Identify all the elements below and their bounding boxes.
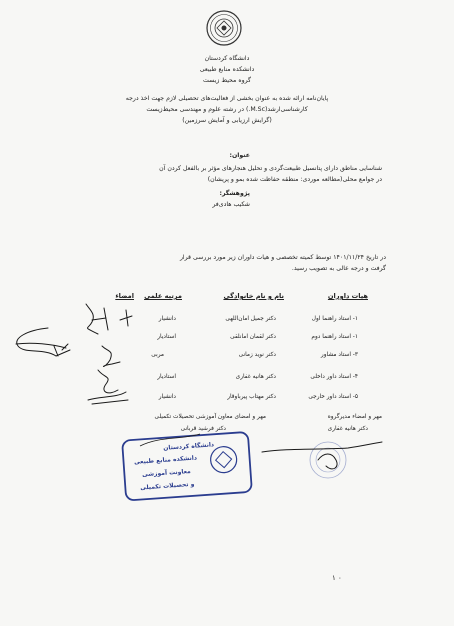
row-3-name: دکتر نوید زمانی bbox=[238, 352, 276, 358]
row-3-rank: مربی bbox=[151, 352, 164, 358]
row-4-name: دکتر هانیه غفاری bbox=[235, 374, 276, 380]
dept-head-name: دکتر هانیه غفاری bbox=[327, 426, 368, 432]
approval-line-2: گرفت و درجه عالی به تصویب رسید. bbox=[291, 265, 386, 272]
header-rank: مرتبه علمی bbox=[144, 292, 182, 300]
header-role: هیات داوران bbox=[327, 292, 368, 300]
row-5-role: ۵- استاد داور خارجی bbox=[308, 394, 358, 400]
faculty-name: دانشکده منابع طبیعی bbox=[199, 66, 255, 73]
intro-line-1: پایان‌نامه ارائه شده به عنوان بخشی از فعالیت‌های تحصیلی لازم جهت اخذ درجه bbox=[125, 95, 329, 102]
row-4-rank: استادیار bbox=[157, 374, 176, 380]
signature-scribbles bbox=[8, 300, 138, 420]
approval-line-1: در تاریخ ۱۴۰۱/۱۱/۲۴ توسط کمیته تخصصی و هیات داوران زیر مورد بررسی قرار bbox=[179, 254, 386, 261]
row-1-role: ۱- استاد راهنما اول bbox=[311, 316, 358, 322]
stamp-line-4: و تحصیلات تکمیلی bbox=[140, 480, 195, 492]
stamp-line-3: معاونت آموزشی bbox=[141, 467, 192, 479]
university-logo bbox=[206, 10, 242, 46]
row-1-rank: دانشیار bbox=[158, 316, 176, 322]
row-2-rank: استادیار bbox=[157, 334, 176, 340]
deputy-name: دکتر فرشید قربانی bbox=[180, 426, 226, 432]
title-line-2: در جوامع محلی(مطالعه موردی: منطقه حفاظت شده بمو و پریشان) bbox=[207, 176, 382, 183]
row-5-rank: دانشیار bbox=[158, 394, 176, 400]
intro-line-2: کارشناسی‌ارشد(M.Sc.) در رشته علوم و مهندسی محیط‌زیست bbox=[146, 106, 308, 113]
university-name: دانشگاه کردستان bbox=[204, 55, 250, 62]
dept-head-signature bbox=[258, 430, 388, 490]
deputy-label: مهر و امضای معاون آموزشی تحصیلات تکمیلی bbox=[154, 414, 266, 420]
header-signature: امضاء bbox=[115, 292, 134, 300]
row-1-name: دکتر جمیل امان‌اللهی bbox=[225, 316, 276, 322]
researcher-name: شکیب هادی‌فر bbox=[212, 201, 250, 208]
title-line-1: شناسایی مناطق دارای پتانسیل طبیعت‌گردی و تحلیل هنجارهای مؤثر بر بالفعل کردن آن bbox=[159, 165, 382, 172]
row-4-role: ۴- استاد داور داخلی bbox=[310, 374, 358, 380]
researcher-label: پژوهشگر: bbox=[219, 190, 250, 197]
deputy-stamp bbox=[120, 426, 260, 506]
page-mark: ۱ ۰ bbox=[332, 574, 342, 582]
intro-line-3: (گرایش ارزیابی و آمایش سرزمین) bbox=[182, 117, 272, 124]
stamp-line-2: دانشکده منابع طبیعی bbox=[133, 454, 198, 466]
dept-head-label: مهر و امضاء مدیرگروه bbox=[327, 414, 382, 420]
row-3-role: ۳- استاد مشاور bbox=[320, 352, 358, 358]
department-name: گروه محیط زیست bbox=[203, 77, 251, 84]
row-2-name: دکتر لقمان امانلقی bbox=[230, 334, 276, 340]
stamp-line-1: دانشگاه کردستان bbox=[163, 441, 215, 452]
row-2-role: ۱- استاد راهنما دوم bbox=[311, 334, 358, 340]
title-label: عنوان: bbox=[229, 152, 250, 159]
header-name: نام و نام خانوادگی bbox=[223, 292, 284, 300]
row-5-name: دکتر مهتاب پیرباوقار bbox=[227, 394, 276, 400]
